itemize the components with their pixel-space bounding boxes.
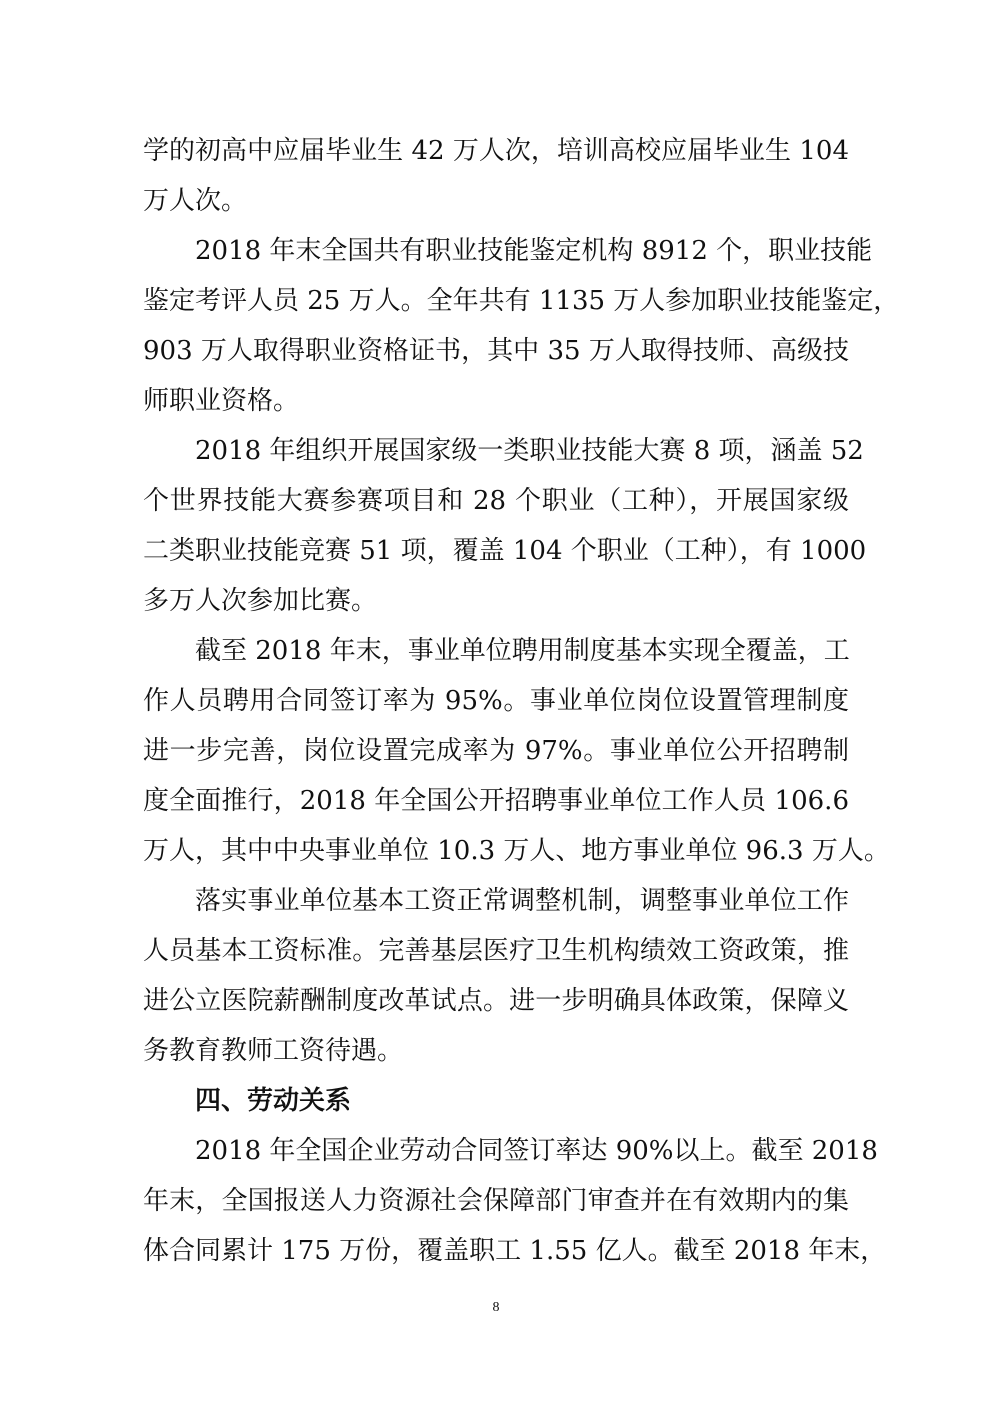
text-line: 截至 2018 年末，事业单位聘用制度基本实现全覆盖，工 <box>195 636 850 666</box>
text-line: 万人次。 <box>143 186 248 216</box>
text-line: 2018 年末全国共有职业技能鉴定机构 8912 个，职业技能 <box>195 236 873 266</box>
text-line: 2018 年全国企业劳动合同签订率达 90%以上。截至 2018 <box>195 1136 878 1166</box>
text-line: 903 万人取得职业资格证书，其中 35 万人取得技师、高级技 <box>143 336 849 366</box>
text-line: 进公立医院薪酬制度改革试点。进一步明确具体政策，保障义 <box>143 986 849 1016</box>
document-body <box>143 126 900 1276</box>
text-line: 2018 年组织开展国家级一类职业技能大赛 8 项，涵盖 52 <box>195 436 864 466</box>
text-line: 体合同累计 175 万份，覆盖职工 1.55 亿人。截至 2018 年末， <box>143 1236 887 1266</box>
text-line: 度全面推行，2018 年全国公开招聘事业单位工作人员 106.6 <box>143 786 849 816</box>
text-line: 个世界技能大赛参赛项目和 28 个职业（工种），开展国家级 <box>143 486 849 516</box>
text-line: 人员基本工资标准。完善基层医疗卫生机构绩效工资政策，推 <box>143 936 849 966</box>
text-line: 务教育教师工资待遇。 <box>143 1036 404 1066</box>
section-heading: 四、劳动关系 <box>195 1086 352 1116</box>
text-line: 进一步完善，岗位设置完成率为 97%。事业单位公开招聘制 <box>143 736 849 766</box>
text-line: 多万人次参加比赛。 <box>143 586 378 616</box>
text-line: 师职业资格。 <box>143 386 300 416</box>
text-line: 年末，全国报送人力资源社会保障部门审查并在有效期内的集 <box>143 1186 849 1216</box>
text-line: 二类职业技能竞赛 51 项，覆盖 104 个职业（工种），有 1000 <box>143 536 867 566</box>
text-line: 学的初高中应届毕业生 42 万人次，培训高校应届毕业生 104 <box>143 136 849 166</box>
page-number: 8 <box>492 1300 500 1315</box>
text-line: 鉴定考评人员 25 万人。全年共有 1135 万人参加职业技能鉴定， <box>143 286 900 316</box>
text-line: 万人，其中中央事业单位 10.3 万人、地方事业单位 96.3 万人。 <box>143 836 890 866</box>
text-line: 落实事业单位基本工资正常调整机制，调整事业单位工作 <box>195 886 849 916</box>
text-line: 作人员聘用合同签订率为 95%。事业单位岗位设置管理制度 <box>143 686 849 716</box>
